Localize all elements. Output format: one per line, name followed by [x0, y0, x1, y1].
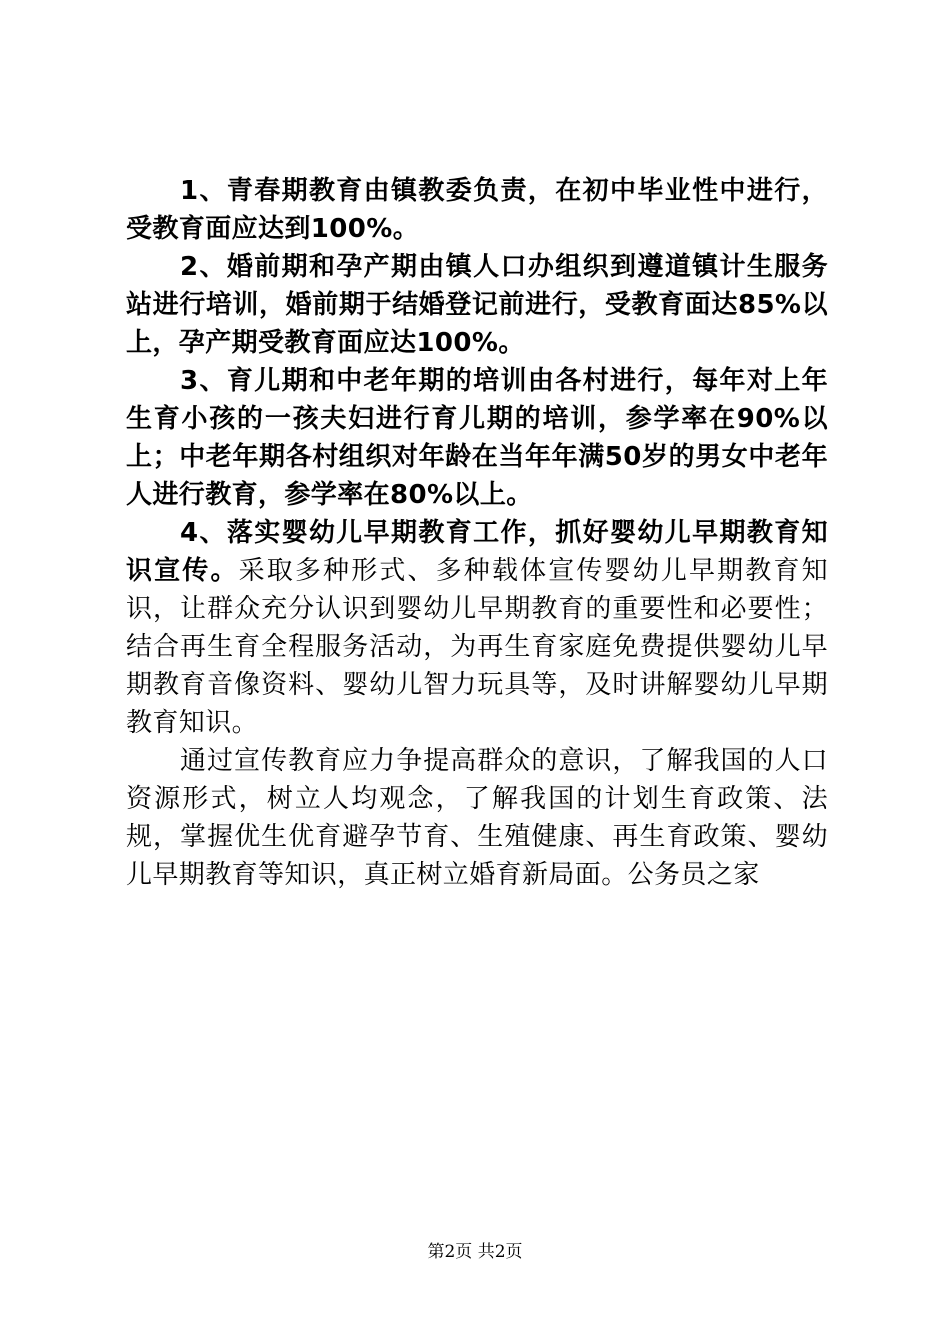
paragraph-3 — [126, 362, 828, 514]
paragraph-2 — [126, 248, 828, 362]
paragraph-1 — [126, 172, 828, 248]
paragraph-1-bold-text: 1、青春期教育由镇教委负责，在初中毕业性中进行，受教育面应达到100%。 — [126, 176, 828, 244]
paragraph-4 — [126, 514, 828, 742]
paragraph-4-regular-text: 采取多种形式、多种载体宣传婴幼儿早期教育知识，让群众充分认识到婴幼儿早期教育的重要性和必要性；结合再生育全程服务活动，为再生育家庭免费提供婴幼儿早期教育音像资料、婴幼儿智力玩具等，及时讲解婴幼儿早期教育知识。 — [126, 556, 828, 738]
paragraph-5-regular-text: 通过宣传教育应力争提高群众的意识，了解我国的人口资源形式，树立人均观念，了解我国的计划生育政策、法规，掌握优生优育避孕节育、生殖健康、再生育政策、婴幼儿早期教育等知识，真正树立婚育新局面。公务员之家 — [126, 746, 828, 890]
paragraph-3-bold-text: 3、育儿期和中老年期的培训由各村进行，每年对上年生育小孩的一孩夫妇进行育儿期的培训，参学率在90%以上；中老年期各村组织对年龄在当年年满50岁的男女中老年人进行教育，参学率在80%以上。 — [126, 366, 828, 510]
paragraph-4-bold-text: 4、落实婴幼儿早期教育工作，抓好婴幼儿早期教育知识宣传。 — [126, 518, 828, 586]
page-number-label: 第2页 共2页 — [427, 1242, 523, 1262]
paragraph-5 — [126, 742, 828, 894]
paragraph-2-bold-text: 2、婚前期和孕产期由镇人口办组织到遵道镇计生服务站进行培训，婚前期于结婚登记前进行，受教育面达85%以上，孕产期受教育面应达100%。 — [126, 252, 828, 358]
document-body — [126, 172, 828, 894]
page-footer — [0, 1240, 950, 1264]
